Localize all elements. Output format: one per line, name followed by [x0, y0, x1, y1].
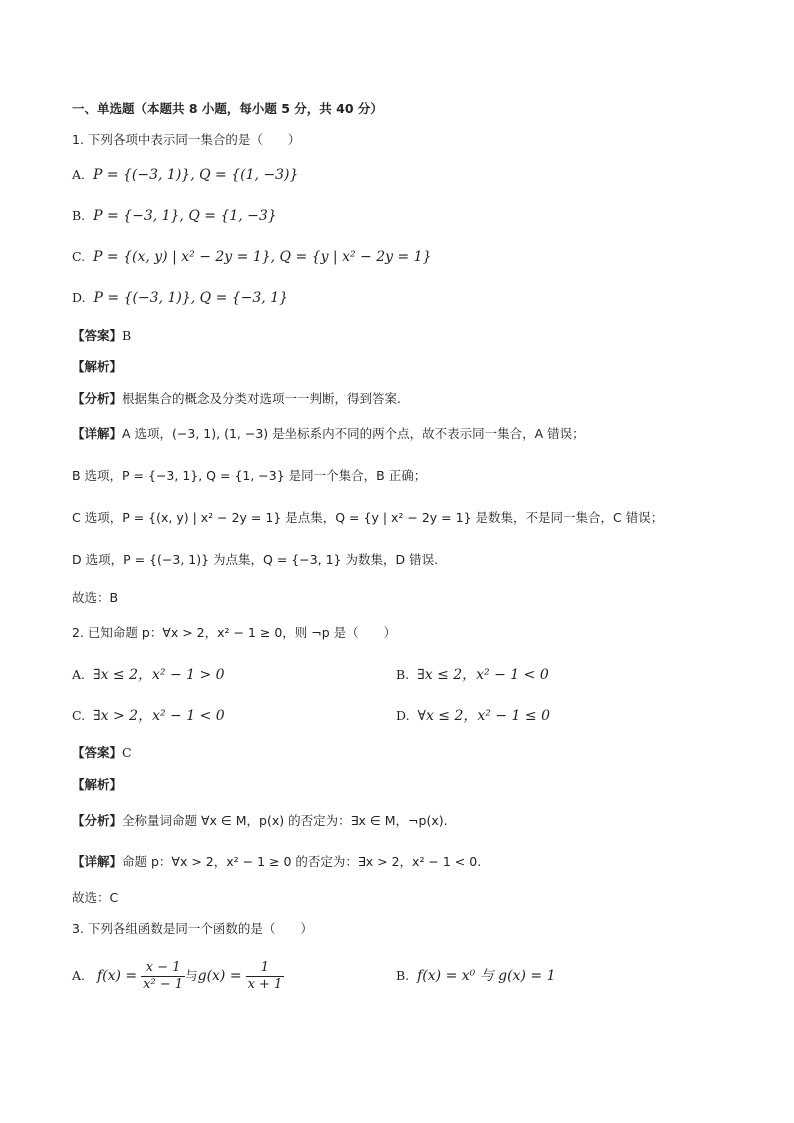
- fenxi-tag: 【分析】: [72, 813, 123, 828]
- option-content: P = {(x, y) | x² − 2y = 1}, Q = {y | x² − 2y = 1}: [93, 249, 432, 265]
- q1-xiangjie-d: D 选项，P = {(−3, 1)} 为点集，Q = {−3, 1} 为数集，D 错误.: [72, 552, 439, 567]
- xiangjie-tag: 【详解】: [72, 426, 123, 441]
- g-numerator: 1: [246, 960, 285, 977]
- q2-option-c: [72, 706, 225, 726]
- fenxi-tag: 【分析】: [72, 391, 123, 406]
- q1-xiangjie-b: B 选项，P = {−3, 1}, Q = {1, −3} 是同一个集合，B 正确；: [72, 468, 427, 483]
- q1-choose: 故选：B: [72, 590, 119, 605]
- q1-xiangjie-c: C 选项，P = {(x, y) | x² − 2y = 1} 是点集，Q = {y | x² − 2y = 1} 是数集，不是同一集合，C 错误；: [72, 510, 664, 525]
- option-letter: C.: [72, 249, 86, 264]
- f-fraction: [141, 960, 185, 993]
- option-content: P = {(−3, 1)}, Q = {(1, −3)}: [92, 167, 299, 183]
- q2-option-d: [396, 706, 550, 726]
- section-header: 一、单选题（本题共 8 小题，每小题 5 分，共 40 分）: [72, 101, 383, 116]
- q2-choose: 故选：C: [72, 890, 119, 905]
- f-numerator: x − 1: [141, 960, 185, 977]
- option-letter: D.: [396, 708, 410, 723]
- f-denominator: x² − 1: [143, 977, 184, 992]
- option-letter: B.: [72, 208, 86, 223]
- conjunction: 与: [185, 968, 198, 983]
- option-letter: A.: [72, 167, 86, 182]
- q2-option-b: [396, 665, 549, 685]
- q2-stem: 2. 已知命题 p：∀x > 2，x² − 1 ≥ 0，则 ¬p 是（ ）: [72, 625, 397, 640]
- g-denominator: x + 1: [247, 977, 283, 992]
- q1-xiangjie-a: [72, 424, 585, 444]
- q2-answer: [72, 743, 132, 763]
- answer-tag: 【答案】: [72, 328, 123, 343]
- xiangjie-text: 命题 p：∀x > 2，x² − 1 ≥ 0 的否定为：∃x > 2，x² − 1 < 0.: [122, 854, 482, 869]
- q1-stem: 1. 下列各项中表示同一集合的是（ ）: [72, 132, 301, 147]
- q1-option-b: [72, 206, 277, 226]
- q2-xiangjie: [72, 852, 481, 872]
- option-letter: A.: [72, 968, 86, 983]
- option-letter: D.: [72, 290, 86, 305]
- q3-option-b: [396, 966, 555, 986]
- option-content: ∀x ≤ 2，x² − 1 ≤ 0: [417, 708, 550, 724]
- option-letter: B.: [396, 968, 410, 983]
- answer-value: C: [122, 745, 132, 760]
- xiangjie-text: A 选项，(−3, 1), (1, −3) 是坐标系内不同的两个点，故不表示同一集合，A 错误；: [122, 426, 585, 441]
- q1-answer: [72, 326, 131, 346]
- fenxi-text: 根据集合的概念及分类对选项一一判断，得到答案.: [122, 391, 401, 406]
- option-letter: B.: [396, 667, 410, 682]
- option-content: P = {(−3, 1)}, Q = {−3, 1}: [93, 290, 289, 306]
- option-content: ∃x > 2，x² − 1 < 0: [93, 708, 225, 724]
- q1-option-d: [72, 288, 288, 308]
- option-content: ∃x ≤ 2，x² − 1 > 0: [92, 667, 225, 683]
- answer-value: B: [122, 328, 132, 343]
- q2-analysis: [72, 775, 122, 795]
- fenxi-text: 全称量词命题 ∀x ∈ M，p(x) 的否定为：∃x ∈ M，¬p(x).: [122, 813, 448, 828]
- option-content: f(x) = x⁰ 与 g(x) = 1: [417, 968, 556, 984]
- option-content: P = {−3, 1}, Q = {1, −3}: [93, 208, 277, 224]
- g-lhs: g(x) =: [197, 968, 242, 984]
- f-lhs: f(x) =: [96, 968, 138, 984]
- q2-option-a: [72, 665, 225, 685]
- q1-option-a: [72, 165, 298, 185]
- g-fraction: [246, 960, 285, 993]
- option-letter: C.: [72, 708, 86, 723]
- q1-analysis: [72, 357, 122, 377]
- answer-tag: 【答案】: [72, 745, 123, 760]
- xiangjie-tag: 【详解】: [72, 854, 123, 869]
- q3-option-a: [72, 958, 284, 994]
- q1-option-c: [72, 247, 432, 267]
- q1-fenxi: [72, 389, 401, 409]
- q2-fenxi: [72, 811, 448, 831]
- q3-stem: 3. 下列各组函数是同一个函数的是（ ）: [72, 921, 313, 936]
- analysis-tag: 【解析】: [72, 777, 123, 792]
- option-letter: A.: [72, 667, 86, 682]
- analysis-tag: 【解析】: [72, 359, 123, 374]
- option-content: ∃x ≤ 2，x² − 1 < 0: [417, 667, 549, 683]
